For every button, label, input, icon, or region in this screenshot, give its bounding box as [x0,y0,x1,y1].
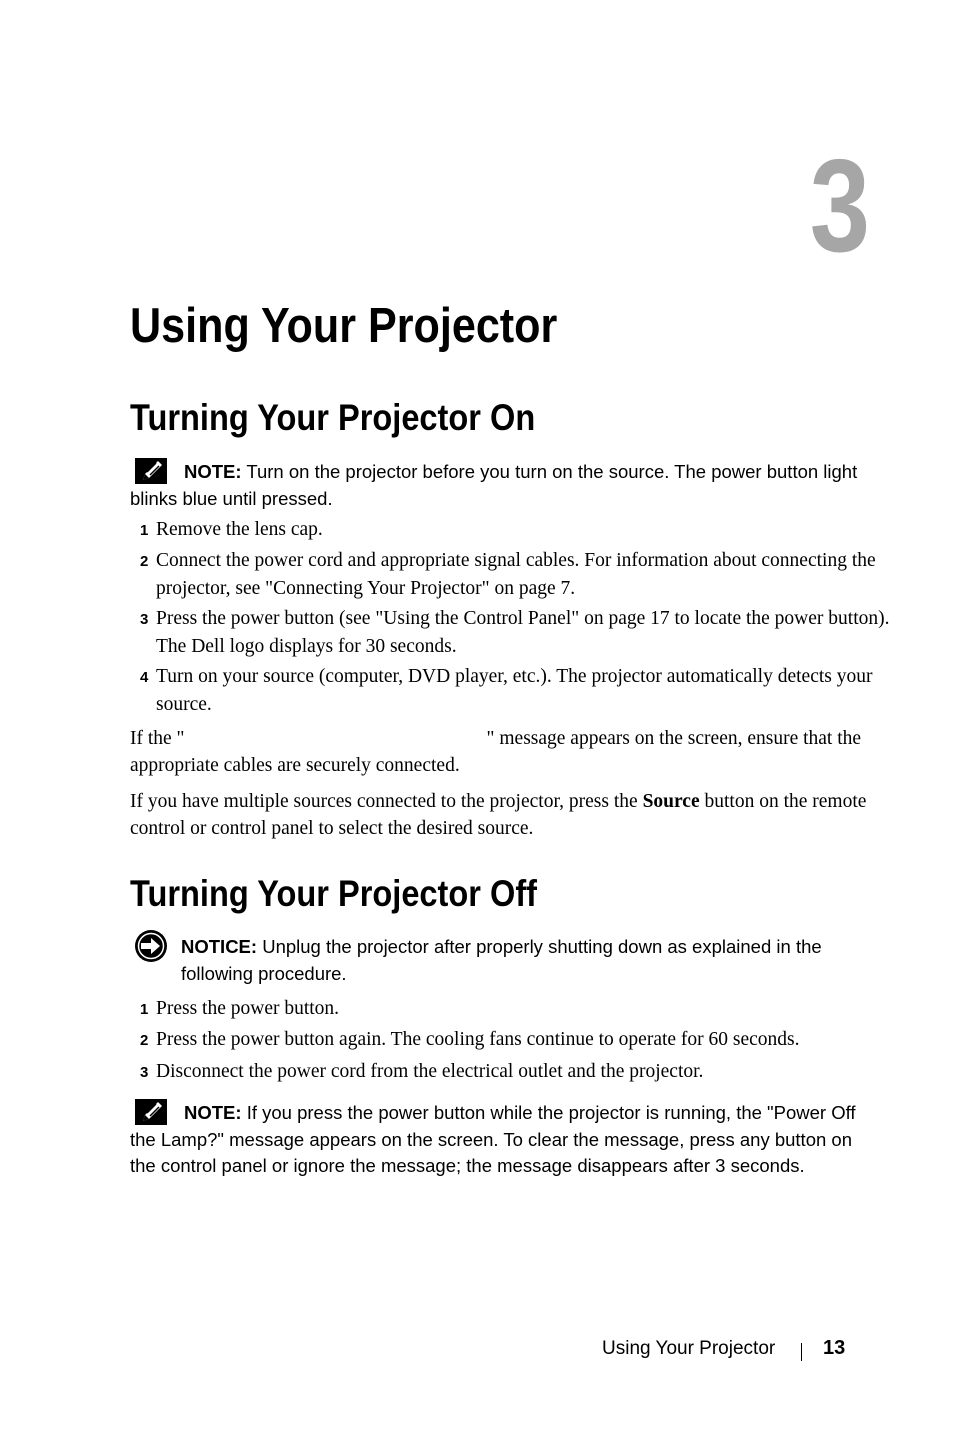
source-button-label: Source [642,791,700,812]
paragraph-multiple-sources [130,789,875,842]
step-text: Disconnect the power cord from the electrical outlet and the projector. [156,1061,704,1082]
note-power-on [130,459,870,512]
footer-divider [801,1343,802,1361]
step-number: 2 [140,553,149,570]
paragraph-text: If the " [130,728,185,749]
step-number: 4 [140,669,149,686]
paragraph-text: " message appears on the screen, ensure that the appropriate cables are securely connected. [130,728,862,776]
step-text: Press the power button (see "Using the Control Panel" on page 17 to locate the power button). The Dell logo displays for 30 seconds. [156,608,890,657]
paragraph-text: If you have multiple sources connected to the projector, press the [130,791,643,812]
list-item [140,1027,916,1055]
section-heading-on: Turning Your Projector On [130,397,536,438]
list-item [140,664,891,718]
list-item [140,606,891,660]
page-number: 13 [823,1337,846,1359]
chapter-title: Using Your Projector [130,299,558,353]
step-number: 3 [140,1064,149,1081]
section-heading-off: Turning Your Projector Off [130,873,537,914]
step-number: 3 [140,611,149,628]
list-item [140,517,891,545]
step-text: Press the power button. [156,998,340,1019]
note-text: Turn on the projector before you turn on the source. The power button light blinks blue until pressed. [130,461,858,509]
step-text: Press the power button again. The cooling fans continue to operate for 60 seconds. [156,1029,800,1050]
paragraph-no-signal [130,726,875,779]
list-item [140,548,891,602]
list-item [140,1059,891,1087]
step-text: Connect the power cord and appropriate signal cables. For information about connecting the projector, see "Connecting Your Projector" on page 7. [156,550,876,599]
step-text: Turn on your source (computer, DVD player, etc.). The projector automatically detects your source. [156,666,873,715]
note-text: If you press the power button while the projector is running, the "Power Off the Lamp?" message appears on the screen. To clear the message, press any button on the control panel or ignore the message; the message disappears after 3 seconds. [130,1102,856,1176]
step-number: 1 [140,522,149,539]
chapter-number: 3 [809,132,870,279]
step-number: 2 [140,1032,149,1049]
note-label: NOTE: [184,1102,242,1123]
notice-text: Unplug the projector after properly shutting down as explained in the following procedure. [181,936,822,984]
step-text: Remove the lens cap. [156,519,323,540]
notice-label: NOTICE: [181,936,258,957]
list-item [140,996,891,1024]
footer-section-title: Using Your Projector [602,1338,776,1359]
paragraph-text: button on the remote control or control panel to select the desired source. [130,791,867,839]
notice-unplug [130,934,870,987]
note-label: NOTE: [184,461,242,482]
note-power-off-lamp [130,1100,870,1180]
step-number: 1 [140,1001,149,1018]
